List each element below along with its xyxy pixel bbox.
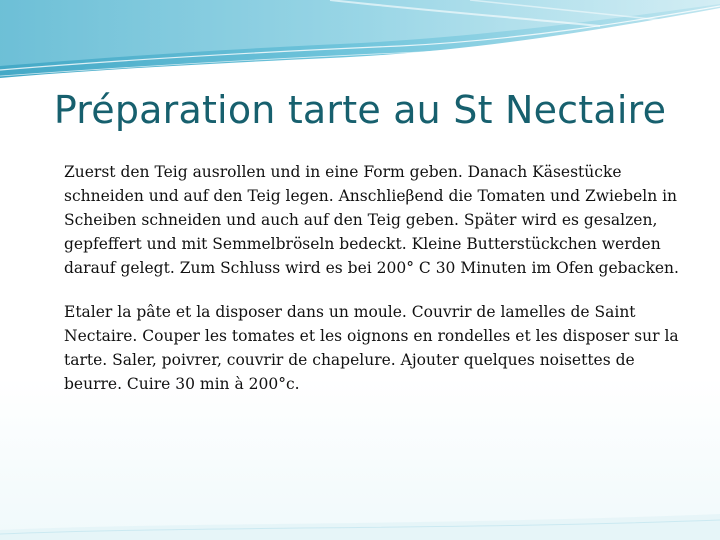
- slide-body: [64, 160, 690, 416]
- paragraph-german: Zuerst den Teig ausrollen und in eine Form geben. Danach Käsestücke schneiden und auf den Teig legen. Anschlieβend die Tomaten und Zwiebeln in Scheiben schneiden und auch auf den Teig geben. Später wird es gesalzen, gepfeffert und mit Semmelbröseln bedeckt. Kleine Butterstückchen werden darauf gelegt. Zum Schluss wird es bei 200° C 30 Minuten im Ofen gebacken.: [64, 163, 679, 277]
- bottom-wave-decoration: [0, 500, 720, 540]
- slide-title: Préparation tarte au St Nectaire: [53, 88, 667, 132]
- paragraph-french: Etaler la pâte et la disposer dans un moule. Couvrir de lamelles de Saint Nectaire. Couper les tomates et les oignons en rondelles et les disposer sur la tarte. Saler, poivrer, couvrir de chapelure. Ajouter quelques noisettes de beurre. Cuire 30 min à 200°c.: [64, 303, 679, 393]
- top-wave-decoration: [0, 0, 720, 80]
